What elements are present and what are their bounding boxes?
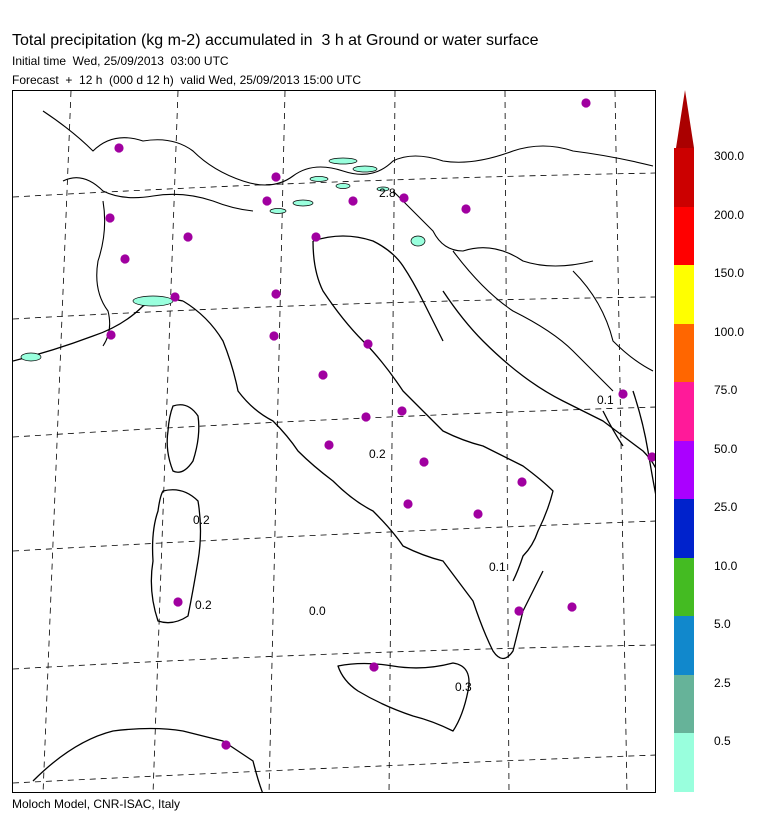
colorbar-swatch (674, 148, 694, 207)
colorbar-label: 50.0 (714, 441, 738, 456)
value-labels (193, 186, 614, 694)
label-0-3-sicily: 0.3 (455, 680, 472, 694)
station-marker (514, 606, 523, 615)
station-marker (517, 477, 526, 486)
station-marker (170, 292, 179, 301)
station-marker (120, 254, 129, 263)
station-marker (567, 602, 576, 611)
station-marker (361, 412, 370, 421)
station-marker (318, 370, 327, 379)
label-0-2-center: 0.2 (369, 447, 386, 461)
forecast-valid-time: Forecast + 12 h (000 d 12 h) valid Wed, 25/09/2013 15:00 UTC (12, 73, 361, 87)
colorbar-label: 150.0 (714, 266, 745, 280)
coast-ligurian-west (13, 299, 183, 361)
graticule-lon-2 (153, 91, 178, 793)
station-marker (324, 440, 333, 449)
station-marker (399, 193, 408, 202)
swiss-border (63, 178, 253, 211)
colorbar-swatch (674, 616, 694, 675)
label-0-1-croatia: 0.1 (597, 393, 614, 407)
precip-lion (21, 353, 41, 361)
precip-alps-2 (353, 166, 377, 172)
graticule-lat-5 (13, 645, 656, 669)
coast-adriatic-north (313, 236, 443, 341)
colorbar-swatch (674, 441, 694, 500)
chart-title: Total precipitation (kg m-2) accumulated in 3 h at Ground or water surface (12, 32, 539, 49)
label-0-2-sardinia: 0.2 (195, 598, 212, 612)
station-marker (419, 457, 428, 466)
borders (43, 111, 653, 391)
precip-alps-7 (270, 209, 286, 214)
graticule-lat-6 (13, 755, 656, 783)
precip-slovenia (411, 236, 425, 246)
station-marker (173, 597, 182, 606)
station-marker (221, 740, 230, 749)
precip-alps-3 (310, 177, 328, 182)
station-marker (473, 509, 482, 518)
graticule-lon-3 (269, 91, 285, 793)
station-marker (363, 339, 372, 348)
colorbar-swatch (674, 382, 694, 441)
colorbar-arrow (674, 88, 696, 150)
colorbar-label: 200.0 (714, 207, 745, 222)
label-0-1-south: 0.1 (489, 560, 506, 574)
colorbar-label: 75.0 (714, 383, 738, 397)
colorbar-swatch (674, 265, 694, 324)
alpine-border (43, 111, 653, 185)
map-canvas (13, 91, 656, 793)
colorbar-label: 300.0 (714, 149, 745, 163)
graticule-lat-4 (13, 521, 656, 551)
graticule (13, 91, 656, 793)
initial-time: Initial time Wed, 25/09/2013 03:00 UTC (12, 54, 229, 68)
colorbar-swatch (674, 675, 694, 734)
station-marker (403, 499, 412, 508)
colorbar-label: 2.5 (714, 675, 731, 690)
colorbar-swatch (674, 558, 694, 617)
station-marker (262, 196, 271, 205)
label-0-2-corsica: 0.2 (193, 513, 210, 527)
station-marker (183, 232, 192, 241)
colorbar-swatch (674, 324, 694, 383)
colorbar-label: 10.0 (714, 558, 738, 573)
colorbar-swatch (674, 499, 694, 558)
label-0-0-tyrrhenian: 0.0 (309, 604, 326, 618)
precip-alps-4 (336, 184, 350, 189)
precip-alps-6 (293, 200, 313, 206)
precip-alps-1 (329, 158, 357, 164)
station-marker (311, 232, 320, 241)
station-marker (397, 406, 406, 415)
coast-italy-west (183, 301, 543, 659)
station-marker (618, 389, 627, 398)
coast-tunisia (33, 729, 263, 794)
station-marker (105, 213, 114, 222)
graticule-lat-3 (13, 407, 656, 437)
station-marker (348, 196, 357, 205)
station-marker (271, 172, 280, 181)
precip-ligurian (133, 296, 173, 306)
coast-corsica (167, 405, 199, 473)
map-panel (12, 90, 656, 793)
serbia-border (573, 271, 653, 371)
coast-sicily (338, 663, 469, 731)
colorbar-label: 5.0 (714, 617, 731, 631)
colorbar-label: 100.0 (714, 324, 745, 339)
precip-patches (21, 158, 425, 361)
slovenia-border (393, 191, 593, 266)
colorbar-swatch (674, 733, 694, 792)
colorbar-label: 25.0 (714, 500, 738, 514)
label-2-8: 2.8 (379, 186, 396, 200)
coast-albania (603, 411, 623, 446)
graticule-lon-1 (43, 91, 71, 793)
station-marker (269, 331, 278, 340)
station-marker (106, 330, 115, 339)
station-marker (114, 143, 123, 152)
french-border (97, 201, 110, 346)
colorbar-label: 0.5 (714, 734, 731, 748)
station-marker (369, 662, 378, 671)
model-credit: Moloch Model, CNR-ISAC, Italy (12, 797, 181, 811)
croatia-bosnia-border (453, 251, 613, 391)
station-marker (461, 204, 470, 213)
graticule-lon-5 (505, 91, 509, 793)
colorbar-swatch (674, 207, 694, 266)
station-marker (271, 289, 280, 298)
station-marker (581, 98, 590, 107)
